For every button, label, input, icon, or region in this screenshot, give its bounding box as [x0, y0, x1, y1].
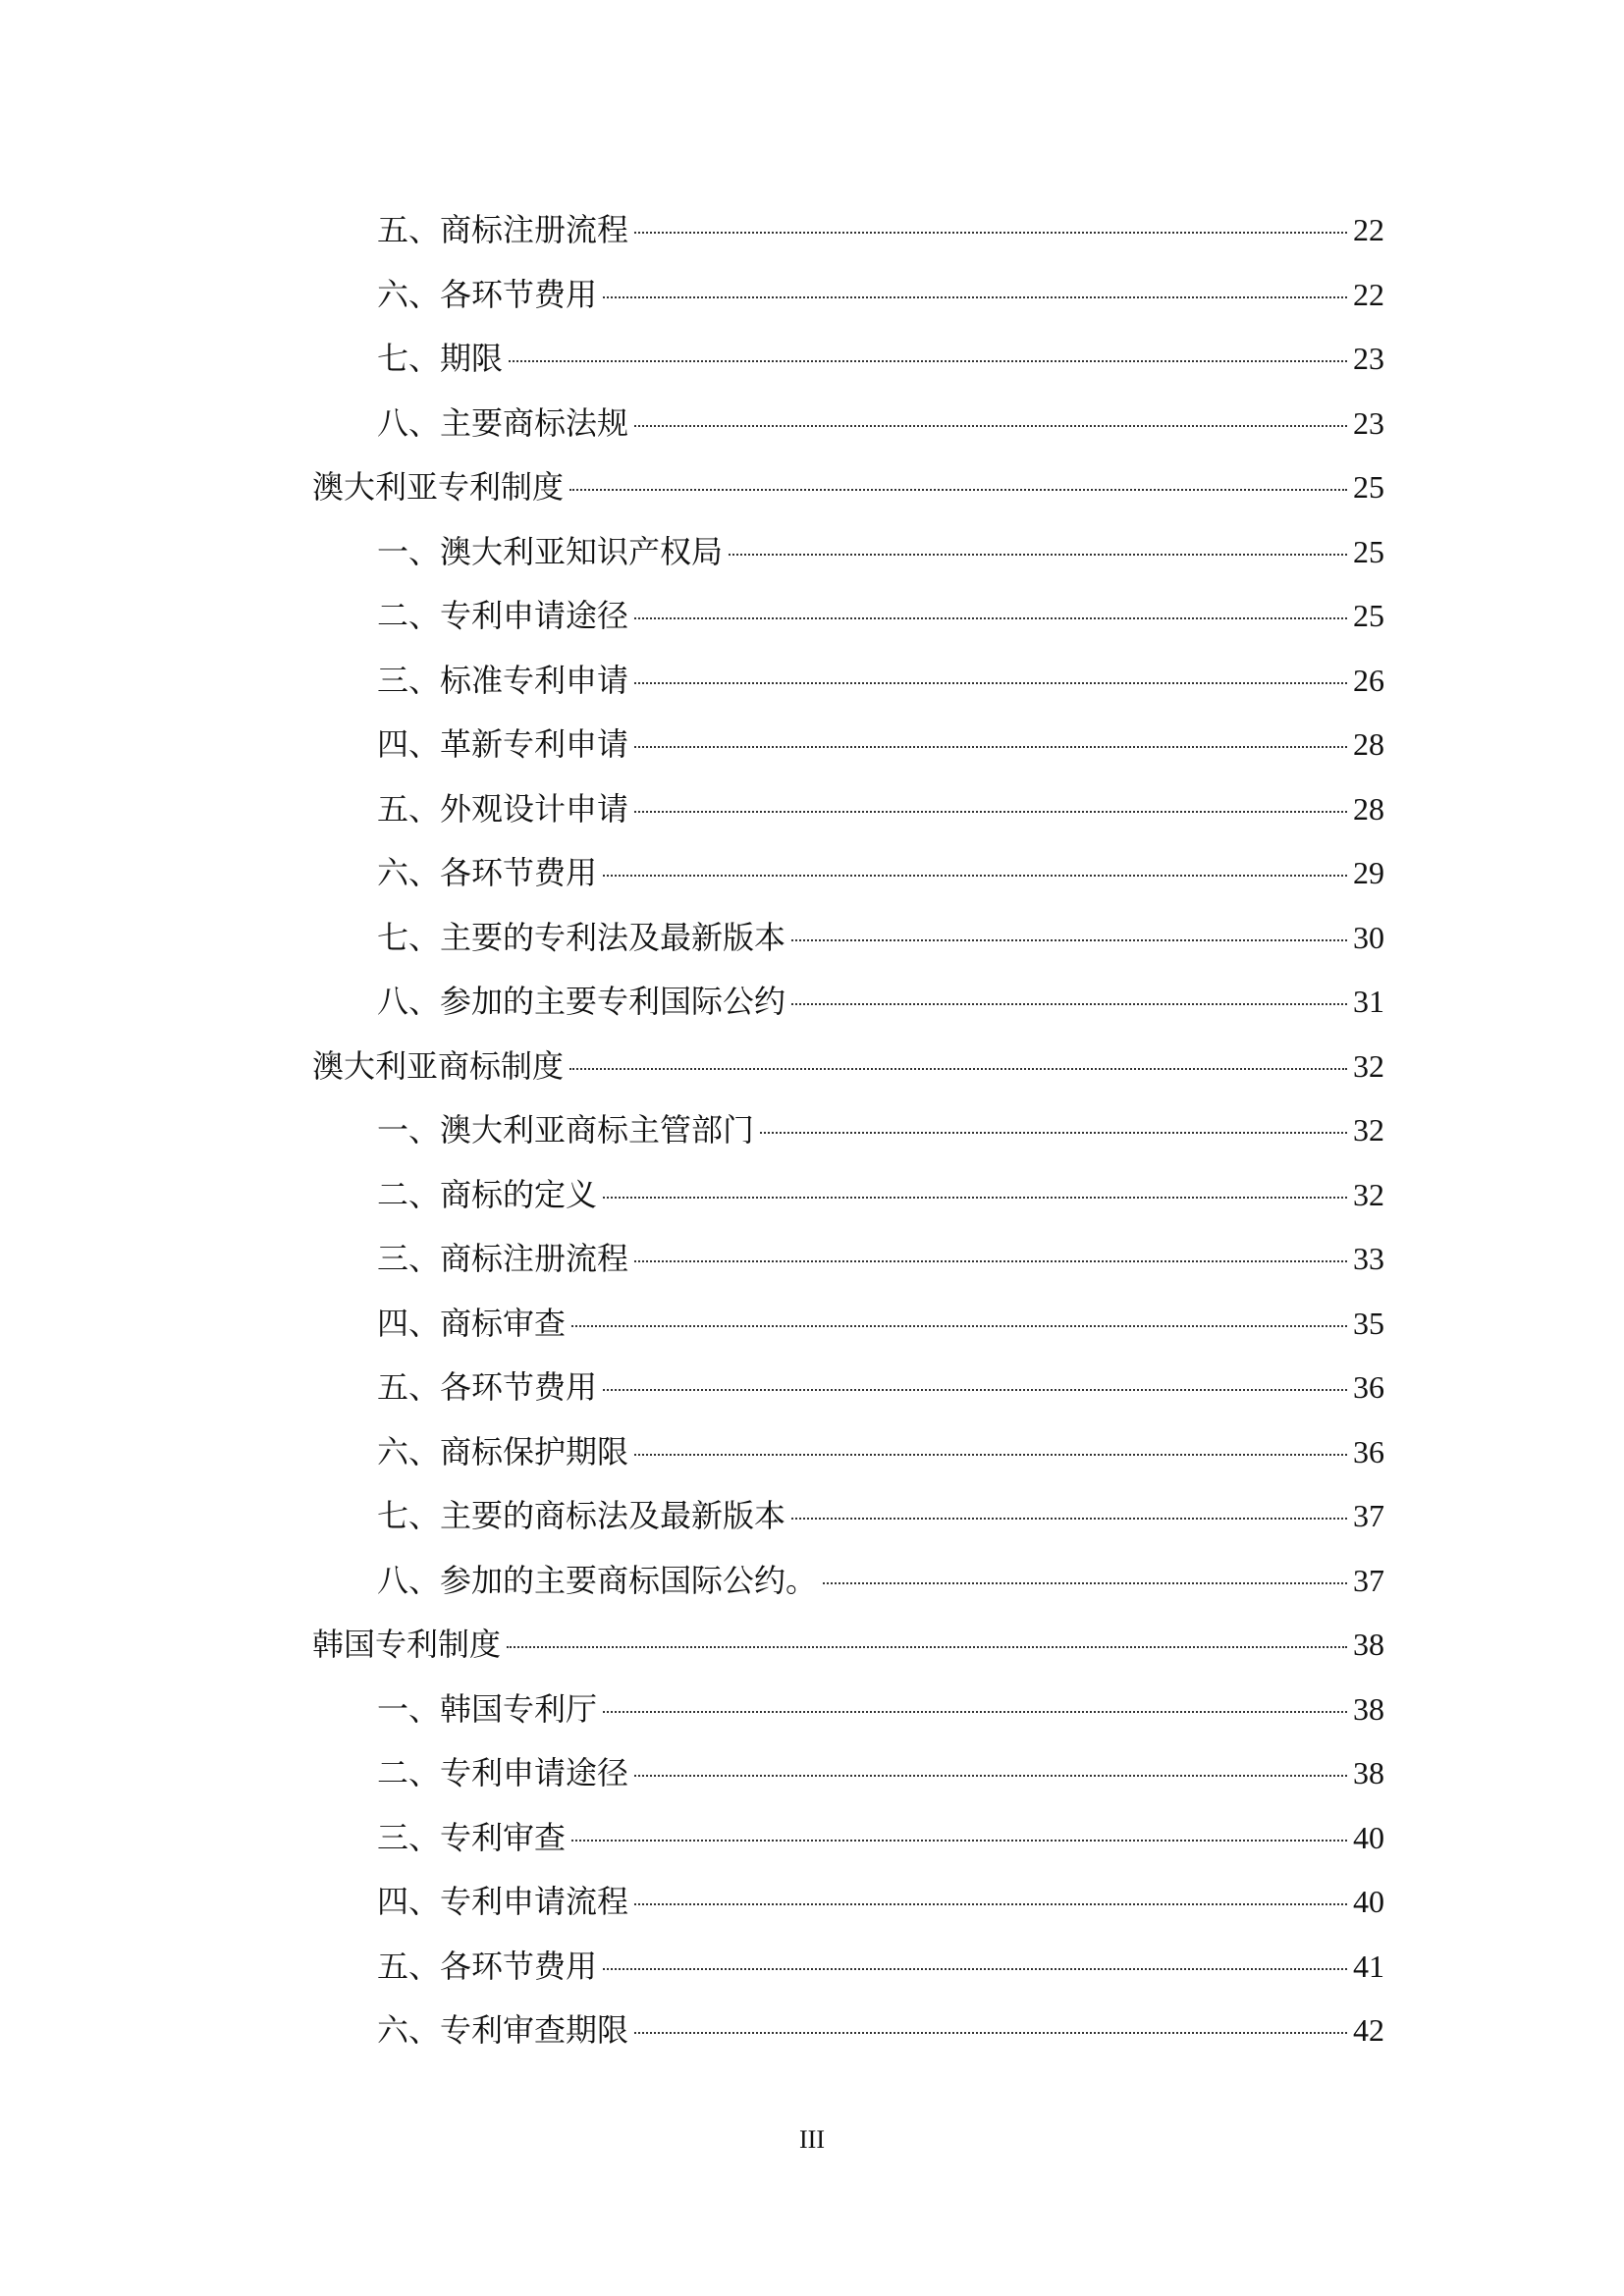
toc-entry-title: 六、专利审查期限	[377, 2011, 629, 2049]
toc-dot-leader	[634, 811, 1347, 813]
toc-chapter-title: 澳大利亚商标制度	[312, 1046, 565, 1085]
toc-entry-page: 40	[1353, 1819, 1384, 1855]
toc-entry[interactable]	[312, 1356, 1384, 1420]
toc-entry-title: 二、专利申请途径	[377, 1754, 629, 1791]
toc-entry[interactable]	[312, 1678, 1384, 1742]
toc-entry[interactable]	[312, 520, 1384, 585]
toc-entry-page: 22	[1353, 212, 1384, 247]
toc-entry-page: 25	[1353, 533, 1384, 569]
toc-entry[interactable]	[312, 392, 1384, 456]
toc-dot-leader	[571, 1325, 1347, 1327]
toc-entry[interactable]	[312, 1227, 1384, 1292]
toc-chapter-page: 32	[1353, 1047, 1384, 1084]
toc-entry-title: 五、外观设计申请	[377, 789, 629, 828]
toc-entry-title: 八、参加的主要商标国际公约。	[377, 1561, 818, 1599]
toc-entry-page: 23	[1353, 404, 1384, 441]
toc-entry[interactable]	[312, 1292, 1384, 1357]
toc-dot-leader	[634, 682, 1347, 684]
toc-entry-page: 37	[1353, 1562, 1384, 1598]
toc-entry-title: 三、专利审查	[377, 1818, 567, 1856]
toc-entry[interactable]	[312, 1870, 1384, 1935]
toc-dot-leader	[569, 489, 1347, 491]
toc-entry-page: 28	[1353, 790, 1384, 827]
toc-dot-leader	[603, 1711, 1347, 1713]
toc-entry-page: 37	[1353, 1498, 1384, 1533]
toc-dot-leader	[634, 617, 1347, 619]
toc-entry[interactable]	[312, 198, 1384, 263]
toc-entry[interactable]	[312, 1806, 1384, 1871]
toc-entry-title: 一、韩国专利厅	[377, 1689, 598, 1728]
toc-dot-leader	[634, 425, 1347, 427]
toc-chapter[interactable]	[312, 1613, 1384, 1678]
toc-entry[interactable]	[312, 263, 1384, 328]
toc-entry-title: 六、各环节费用	[377, 275, 598, 313]
toc-entry-title: 七、期限	[377, 340, 504, 377]
toc-entry-title: 三、标准专利申请	[377, 661, 629, 699]
toc-dot-leader	[791, 939, 1347, 941]
toc-dot-leader	[634, 1903, 1347, 1905]
toc-dot-leader	[509, 360, 1347, 362]
toc-entry-page: 36	[1353, 1369, 1384, 1405]
toc-dot-leader	[791, 1003, 1347, 1005]
toc-entry-title: 五、各环节费用	[377, 1947, 598, 1985]
toc-entry-title: 五、各环节费用	[377, 1368, 598, 1406]
toc-chapter-title: 澳大利亚专利制度	[312, 468, 565, 506]
toc-entry[interactable]	[312, 327, 1384, 392]
toc-entry-title: 三、商标注册流程	[377, 1240, 629, 1277]
toc-entry-title: 六、各环节费用	[377, 854, 598, 891]
toc-dot-leader	[634, 1260, 1347, 1262]
toc-entry-page: 22	[1353, 276, 1384, 312]
toc-dot-leader	[507, 1646, 1347, 1648]
toc-entry-page: 33	[1353, 1241, 1384, 1276]
toc-entry-title: 八、参加的主要专利国际公约	[377, 983, 786, 1020]
toc-chapter-page: 25	[1353, 469, 1384, 505]
toc-entry[interactable]	[312, 1935, 1384, 2000]
toc-entry-title: 七、主要的专利法及最新版本	[377, 918, 786, 956]
toc-entry-page: 29	[1353, 855, 1384, 890]
toc-entry-title: 六、商标保护期限	[377, 1432, 629, 1470]
table-of-contents	[312, 198, 1384, 2063]
toc-entry[interactable]	[312, 841, 1384, 906]
toc-entry-title: 四、专利申请流程	[377, 1883, 629, 1920]
toc-dot-leader	[603, 1968, 1347, 1970]
toc-entry[interactable]	[312, 1484, 1384, 1549]
toc-entry-title: 五、商标注册流程	[377, 211, 629, 248]
toc-chapter[interactable]	[312, 455, 1384, 520]
toc-dot-leader	[729, 554, 1347, 556]
toc-entry-page: 35	[1353, 1305, 1384, 1341]
toc-entry-page: 28	[1353, 726, 1384, 762]
toc-entry[interactable]	[312, 1420, 1384, 1485]
toc-dot-leader	[823, 1582, 1347, 1584]
toc-chapter[interactable]	[312, 1035, 1384, 1099]
toc-dot-leader	[760, 1132, 1347, 1134]
toc-dot-leader	[569, 1068, 1347, 1070]
toc-entry-page: 26	[1353, 662, 1384, 698]
toc-dot-leader	[634, 1454, 1347, 1456]
toc-entry[interactable]	[312, 713, 1384, 777]
toc-entry-page: 40	[1353, 1884, 1384, 1919]
toc-dot-leader	[603, 296, 1347, 298]
toc-entry-page: 38	[1353, 1690, 1384, 1727]
toc-dot-leader	[634, 1775, 1347, 1777]
toc-dot-leader	[791, 1518, 1347, 1520]
toc-entry-page: 41	[1353, 1948, 1384, 1984]
toc-entry-page: 38	[1353, 1755, 1384, 1790]
toc-dot-leader	[603, 1197, 1347, 1199]
toc-entry[interactable]	[312, 777, 1384, 842]
toc-entry[interactable]	[312, 649, 1384, 714]
toc-entry[interactable]	[312, 1549, 1384, 1614]
toc-entry[interactable]	[312, 1999, 1384, 2063]
toc-entry-title: 一、澳大利亚知识产权局	[377, 532, 724, 570]
toc-entry-title: 一、澳大利亚商标主管部门	[377, 1111, 755, 1148]
toc-chapter-title: 韩国专利制度	[312, 1626, 502, 1663]
toc-entry-title: 四、商标审查	[377, 1304, 567, 1342]
toc-dot-leader	[571, 1840, 1347, 1842]
toc-entry-page: 30	[1353, 919, 1384, 955]
toc-entry[interactable]	[312, 584, 1384, 649]
toc-entry-title: 七、主要的商标法及最新版本	[377, 1497, 786, 1534]
toc-entry-page: 36	[1353, 1433, 1384, 1469]
toc-entry[interactable]	[312, 1098, 1384, 1163]
toc-entry-page: 25	[1353, 598, 1384, 633]
toc-dot-leader	[634, 2032, 1347, 2034]
toc-entry-page: 32	[1353, 1112, 1384, 1148]
toc-entry[interactable]	[312, 906, 1384, 971]
toc-chapter-page: 38	[1353, 1627, 1384, 1662]
toc-entry-page: 31	[1353, 984, 1384, 1019]
toc-dot-leader	[634, 746, 1347, 748]
footer-page-number: III	[799, 2125, 825, 2154]
toc-dot-leader	[603, 875, 1347, 877]
toc-entry-title: 四、革新专利申请	[377, 725, 629, 763]
toc-entry-page: 32	[1353, 1176, 1384, 1212]
toc-entry-page: 23	[1353, 341, 1384, 376]
toc-entry-title: 八、主要商标法规	[377, 403, 629, 442]
toc-entry-page: 42	[1353, 2012, 1384, 2048]
toc-entry-title: 二、商标的定义	[377, 1175, 598, 1213]
toc-dot-leader	[603, 1389, 1347, 1391]
toc-entry[interactable]	[312, 1741, 1384, 1806]
toc-entry-title: 二、专利申请途径	[377, 597, 629, 634]
toc-dot-leader	[634, 232, 1347, 234]
toc-entry[interactable]	[312, 970, 1384, 1035]
toc-entry[interactable]	[312, 1163, 1384, 1228]
